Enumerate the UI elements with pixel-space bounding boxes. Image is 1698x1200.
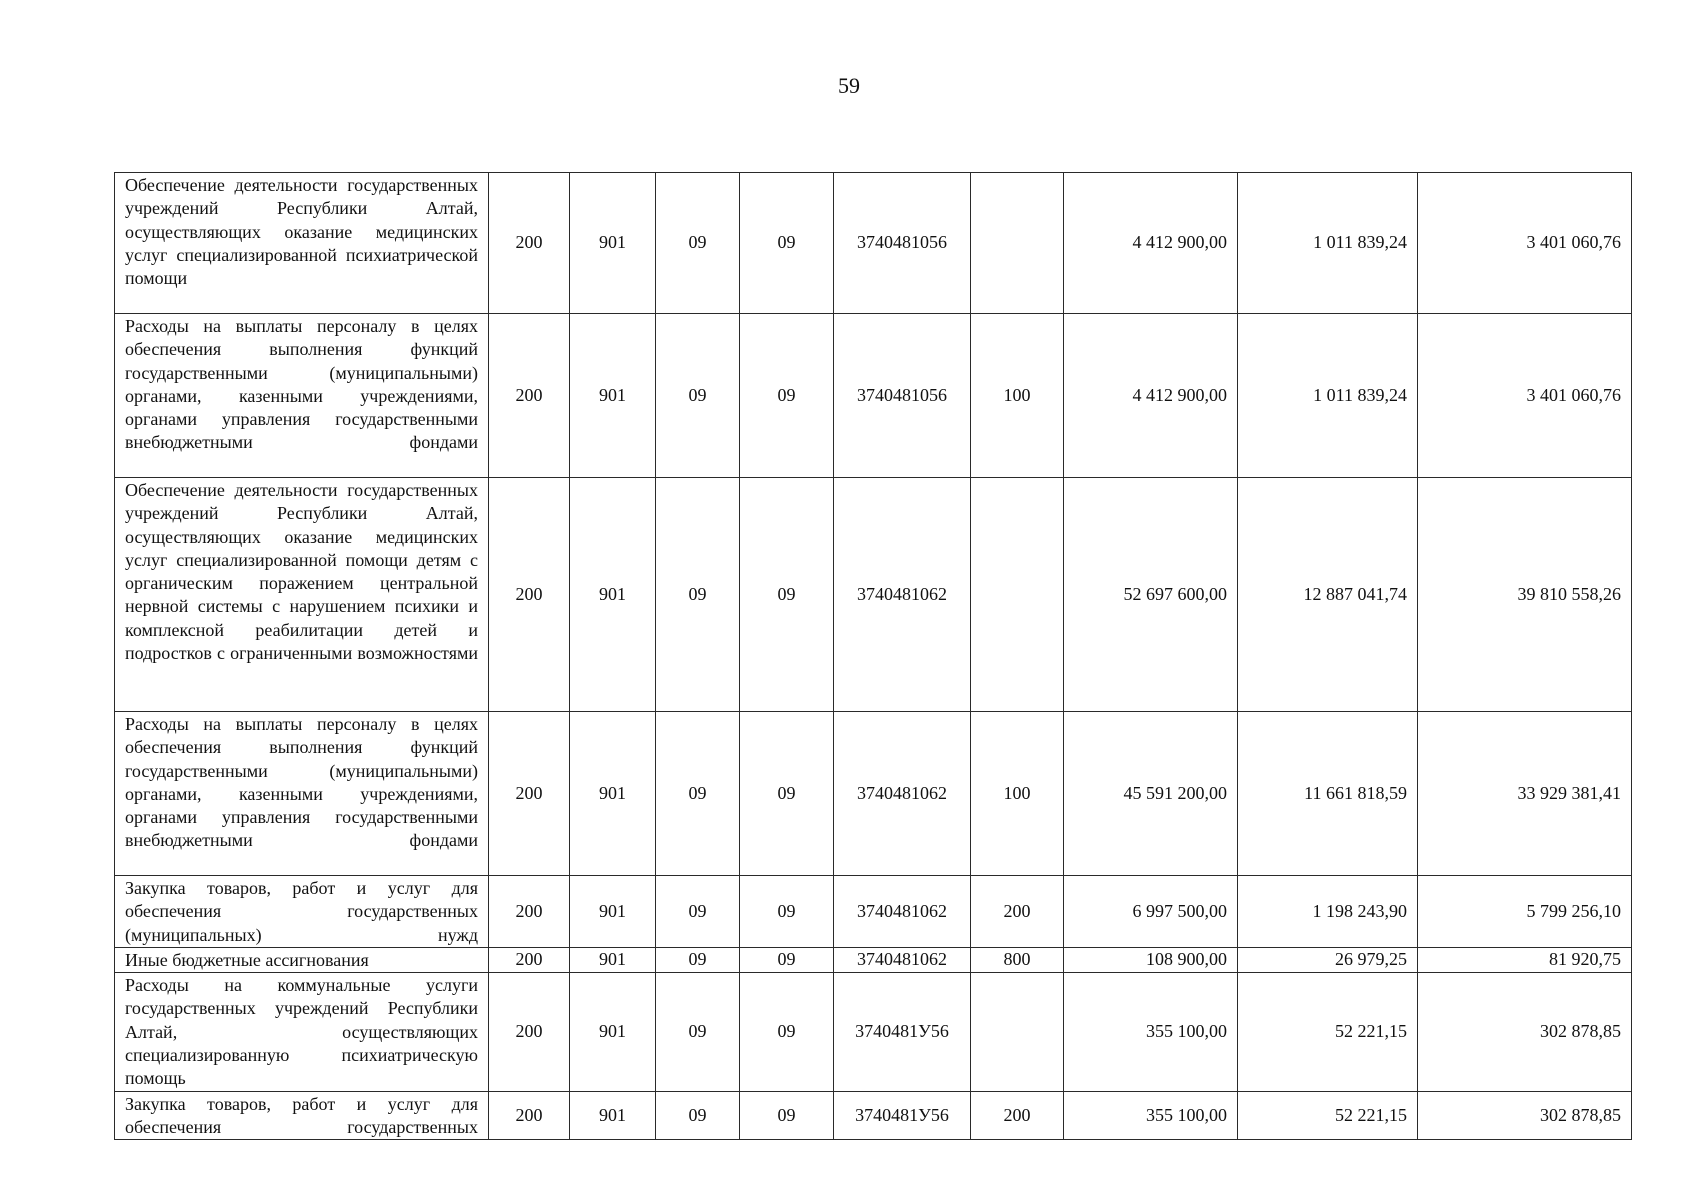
code-cell: 200: [489, 173, 570, 314]
amount-cell: 355 100,00: [1064, 1091, 1238, 1140]
amount-cell: 33 929 381,41: [1418, 712, 1632, 876]
code-cell: 09: [656, 314, 740, 478]
table-row: [115, 973, 1632, 1091]
amount-cell: 5 799 256,10: [1418, 876, 1632, 948]
code-cell: 200: [489, 1091, 570, 1140]
code-cell: 09: [656, 1091, 740, 1140]
amount-cell: 1 198 243,90: [1238, 876, 1418, 948]
amount-cell: 11 661 818,59: [1238, 712, 1418, 876]
table-row: [115, 1091, 1632, 1140]
code-cell: 09: [740, 1091, 834, 1140]
table-row: [115, 876, 1632, 948]
target-article-cell: 3740481У56: [834, 973, 971, 1091]
row-name: Обеспечение деятельности государственных учреждений Республики Алтай, осуществляющих оказание медицинских услуг специализированной помощи детям с органическим поражением центральной нервной системы с нарушением психики и комплексной реабилитации детей и подростков с ограниченными возможностями: [115, 478, 489, 712]
target-article-cell: 3740481056: [834, 314, 971, 478]
amount-cell: 12 887 041,74: [1238, 478, 1418, 712]
table-row: [115, 478, 1632, 712]
expense-type-cell: 800: [971, 947, 1064, 972]
code-cell: 200: [489, 876, 570, 948]
code-cell: 200: [489, 478, 570, 712]
code-cell: 09: [740, 947, 834, 972]
amount-cell: 45 591 200,00: [1064, 712, 1238, 876]
code-cell: 200: [489, 712, 570, 876]
amount-cell: 3 401 060,76: [1418, 314, 1632, 478]
row-name: Расходы на выплаты персоналу в целях обеспечения выполнения функций государственными (муниципальными) органами, казенными учреждениями, органами управления государственными внебюджетными фондами: [115, 314, 489, 478]
expense-type-cell: [971, 173, 1064, 314]
row-name: Расходы на коммунальные услуги государственных учреждений Республики Алтай, осуществляющих специализированную психиатрическую помощь: [115, 973, 489, 1091]
row-name: Обеспечение деятельности государственных учреждений Республики Алтай, осуществляющих оказание медицинских услуг специализированной психиатрической помощи: [115, 173, 489, 314]
page-number: 59: [838, 73, 860, 98]
code-cell: 901: [570, 1091, 656, 1140]
code-cell: 901: [570, 973, 656, 1091]
amount-cell: 26 979,25: [1238, 947, 1418, 972]
amount-cell: 4 412 900,00: [1064, 314, 1238, 478]
row-name: Закупка товаров, работ и услуг для обеспечения государственных: [115, 1091, 489, 1140]
expense-type-cell: 200: [971, 1091, 1064, 1140]
row-name: Расходы на выплаты персоналу в целях обеспечения выполнения функций государственными (муниципальными) органами, казенными учреждениями, органами управления государственными внебюджетными фондами: [115, 712, 489, 876]
code-cell: 200: [489, 973, 570, 1091]
table-row: [115, 314, 1632, 478]
amount-cell: 52 221,15: [1238, 1091, 1418, 1140]
code-cell: 09: [656, 712, 740, 876]
table-row: [115, 947, 1632, 972]
code-cell: 901: [570, 876, 656, 948]
code-cell: 09: [656, 973, 740, 1091]
amount-cell: 4 412 900,00: [1064, 173, 1238, 314]
expense-type-cell: 200: [971, 876, 1064, 948]
amount-cell: 302 878,85: [1418, 973, 1632, 1091]
row-name: Закупка товаров, работ и услуг для обеспечения государственных (муниципальных) нужд: [115, 876, 489, 948]
target-article-cell: 3740481056: [834, 173, 971, 314]
amount-cell: 1 011 839,24: [1238, 314, 1418, 478]
expense-type-cell: 100: [971, 314, 1064, 478]
code-cell: 901: [570, 478, 656, 712]
code-cell: 09: [656, 876, 740, 948]
amount-cell: 6 997 500,00: [1064, 876, 1238, 948]
target-article-cell: 3740481062: [834, 712, 971, 876]
amount-cell: 302 878,85: [1418, 1091, 1632, 1140]
expense-type-cell: [971, 973, 1064, 1091]
amount-cell: 52 221,15: [1238, 973, 1418, 1091]
amount-cell: 108 900,00: [1064, 947, 1238, 972]
amount-cell: 355 100,00: [1064, 973, 1238, 1091]
amount-cell: 39 810 558,26: [1418, 478, 1632, 712]
code-cell: 901: [570, 173, 656, 314]
amount-cell: 81 920,75: [1418, 947, 1632, 972]
code-cell: 901: [570, 314, 656, 478]
code-cell: 09: [740, 973, 834, 1091]
amount-cell: 1 011 839,24: [1238, 173, 1418, 314]
code-cell: 09: [740, 314, 834, 478]
code-cell: 09: [740, 478, 834, 712]
code-cell: 09: [656, 947, 740, 972]
target-article-cell: 3740481062: [834, 947, 971, 972]
code-cell: 200: [489, 314, 570, 478]
table-row: [115, 173, 1632, 314]
code-cell: 200: [489, 947, 570, 972]
code-cell: 09: [656, 173, 740, 314]
code-cell: 09: [740, 712, 834, 876]
amount-cell: 52 697 600,00: [1064, 478, 1238, 712]
budget-table: [114, 172, 1632, 1140]
target-article-cell: 3740481062: [834, 478, 971, 712]
code-cell: 09: [656, 478, 740, 712]
code-cell: 901: [570, 712, 656, 876]
amount-cell: 3 401 060,76: [1418, 173, 1632, 314]
table-row: [115, 712, 1632, 876]
row-name: Иные бюджетные ассигнования: [115, 947, 489, 972]
code-cell: 901: [570, 947, 656, 972]
target-article-cell: 3740481062: [834, 876, 971, 948]
expense-type-cell: [971, 478, 1064, 712]
expense-type-cell: 100: [971, 712, 1064, 876]
code-cell: 09: [740, 173, 834, 314]
code-cell: 09: [740, 876, 834, 948]
target-article-cell: 3740481У56: [834, 1091, 971, 1140]
